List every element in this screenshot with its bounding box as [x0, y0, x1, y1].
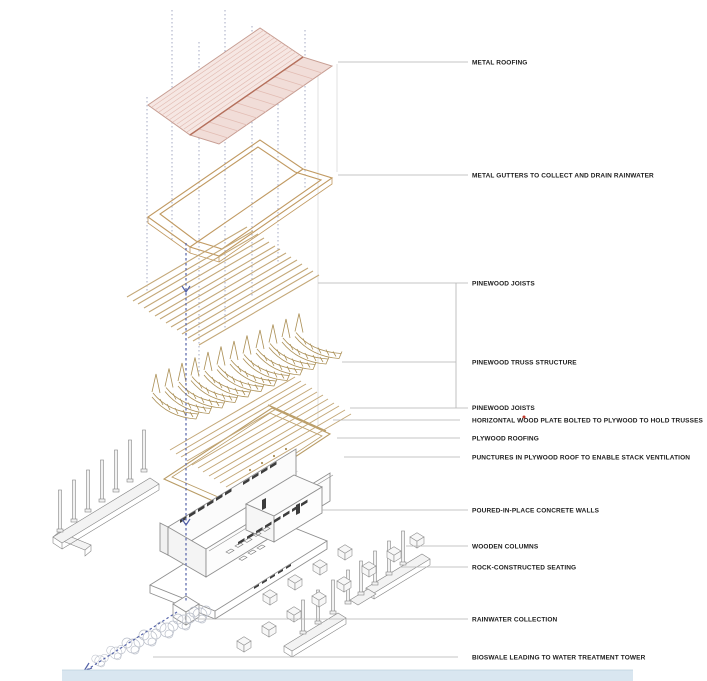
annotation-labels [472, 60, 704, 662]
label-rainwater: RAINWATER COLLECTION [472, 616, 558, 624]
metal-roofing-layer [148, 28, 332, 144]
bioswale-trees [92, 606, 211, 667]
label-pinewood-joists-lower: PINEWOOD JOISTS [472, 405, 535, 412]
water-channel-bar [62, 670, 633, 681]
metal-gutter-layer [148, 140, 332, 262]
bioswale-flow-line [85, 612, 177, 671]
label-metal-roofing: METAL ROOFING [472, 59, 528, 67]
pinewood-joists-upper [127, 227, 319, 345]
pinewood-truss-structure [152, 314, 342, 420]
label-metal-gutters: METAL GUTTERS TO COLLECT AND DRAIN RAINWATER [472, 172, 654, 180]
label-plywood-roofing: PLYWOOD ROOFING [472, 435, 539, 443]
label-pinewood-joists-upper: PINEWOOD JOISTS [472, 280, 535, 288]
wooden-columns-left [53, 430, 159, 556]
label-wooden-columns: WOODEN COLUMNS [472, 543, 539, 551]
label-concrete-walls: POURED-IN-PLACE CONCRETE WALLS [472, 507, 600, 515]
faint-projection-lines [318, 64, 337, 425]
label-rock-seating: ROCK-CONSTRUCTED SEATING [472, 564, 577, 572]
door-slot [262, 498, 266, 510]
label-punctures: PUNCTURES IN PLYWOOD ROOF TO ENABLE STACK VENTILATION [472, 454, 691, 462]
label-wood-plate: HORIZONTAL WOOD PLATE BOLTED TO PLYWOOD TO HOLD TRUSSES [472, 417, 703, 425]
building [150, 449, 333, 619]
label-pinewood-truss: PINEWOOD TRUSS STRUCTURE [472, 359, 577, 367]
label-bioswale: BIOSWALE LEADING TO WATER TREATMENT TOWER [472, 654, 646, 662]
column-plinth [53, 478, 159, 543]
